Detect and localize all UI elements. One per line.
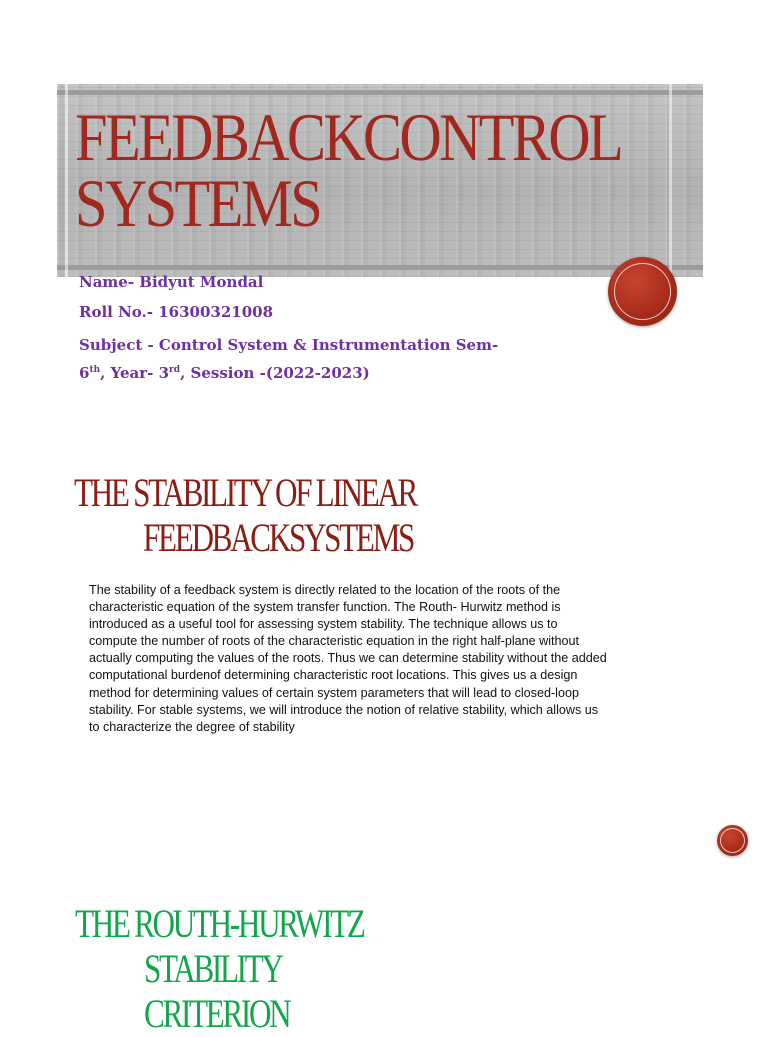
title-line-1: FEEDBACKCONTROL — [75, 99, 622, 175]
section-heading-line-1: THE STABILITY OF LINEAR — [74, 470, 417, 515]
banner-stripe-bottom — [57, 265, 703, 270]
semester-suffix: th — [89, 365, 101, 375]
session-line — [79, 364, 370, 382]
year-suffix: rd — [169, 365, 181, 375]
session-text: , Session -(2022-2023) — [180, 364, 370, 382]
page-title — [75, 99, 622, 241]
roll-number: Roll No.- 16300321008 — [79, 303, 274, 321]
criterion-heading-line-3: CRITERION — [144, 991, 290, 1036]
author-name: Name- Bidyut Mondal — [79, 273, 264, 291]
criterion-heading-line-2: STABILITY — [144, 946, 282, 991]
decorative-circle-small — [717, 825, 748, 856]
title-banner — [57, 84, 703, 277]
criterion-heading-line-1: THE ROUTH-HURWITZ — [75, 901, 364, 946]
decorative-circle-large — [608, 257, 677, 326]
subject-line: Subject - Control System & Instrumentation Sem- — [79, 336, 499, 354]
banner-stripe-top — [57, 90, 703, 95]
banner-gloss — [669, 84, 672, 277]
section-heading-line-2: FEEDBACKSYSTEMS — [143, 515, 414, 560]
year-text: , Year- 3 — [100, 364, 170, 382]
banner-gloss — [65, 84, 68, 277]
section-body-paragraph: The stability of a feedback system is directly related to the location of the roots of the characteristic equation of the system transfer function. The Routh- Hurwitz method is introduced as a useful tool for assessing system stability. The technique allows us to compute the number of roots of the characteristic equation in the right half-plane without actually computing the values of the roots. Thus we can determine stability without the added computational burdenof determining characteristic root locations. This gives us a design method for determining values of certain system parameters that will lead to closed-loop stability. For stable systems, we will introduce the notion of relative stability, which allows us to characterize the degree of stability — [89, 583, 607, 734]
semester-number: 6 — [79, 364, 90, 382]
title-line-2: SYSTEMS — [75, 165, 321, 241]
